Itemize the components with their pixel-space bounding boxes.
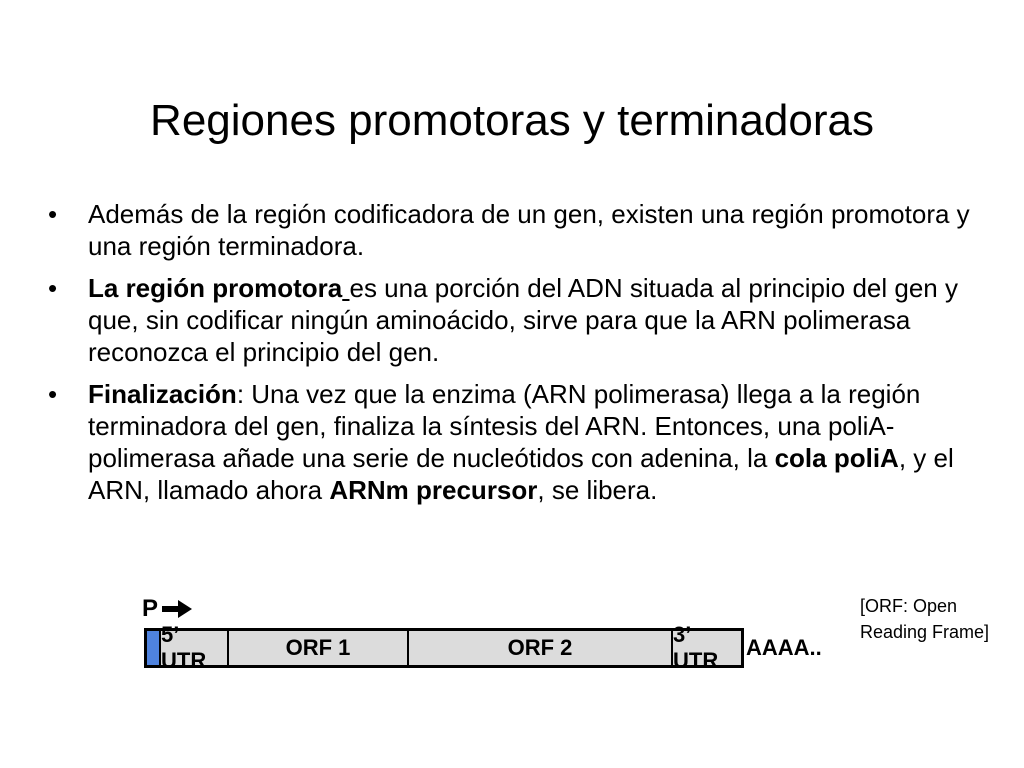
bold-term-arnm-precursor: ARNm precursor [329, 475, 538, 505]
promoter-label: P [142, 595, 159, 622]
bullet-text-b: , y el ARN, llamado ahora [88, 443, 954, 505]
bullet-text-a: : Una vez que la enzima (ARN polimerasa) llega a la región terminadora del gen, finaliza la síntesis del ARN. Entonces, una poliA-polimerasa añade una serie de nucleótidos con adenina, la [88, 379, 921, 473]
segment-orf-2: ORF 2 [409, 631, 673, 665]
bullet-icon: • [48, 199, 58, 229]
orf-note [860, 593, 1020, 645]
bullet-text: Además de la región codificadora de un gen, existen una región promotora y una región terminadora. [88, 199, 970, 261]
bullet-item-1 [48, 198, 978, 262]
bold-term-promotora: La región promotora [88, 273, 343, 303]
orf-note-line-1: [ORF: Open [860, 596, 958, 616]
segment-3-utr: 3’ UTR [673, 622, 719, 673]
bullet-item-3 [48, 378, 978, 506]
bold-term-finalizacion: Finalización [88, 379, 237, 409]
bullet-icon: • [48, 273, 58, 303]
bullet-text-c: , se libera. [537, 475, 658, 505]
bullet-list [48, 198, 978, 516]
gene-bar [144, 622, 744, 673]
right-arrow-icon [162, 598, 192, 620]
bold-term-cola-polia: cola poliA [774, 443, 899, 473]
bullet-icon: • [48, 379, 58, 409]
segment-orf-1: ORF 1 [229, 631, 409, 665]
bullet-item-2 [48, 272, 978, 368]
segment-5-utr: 5’ UTR [161, 631, 229, 665]
slide-title: Regiones promotoras y terminadoras [150, 96, 874, 145]
polya-tail-label: AAAA.. [746, 635, 822, 660]
promoter-segment [147, 631, 161, 665]
orf-note-line-2: Reading Frame] [860, 622, 990, 642]
bullet-text: es una porción del ADN situada al principio del gen y que, sin codificar ningún aminoácido, sirve para que la ARN polimerasa reconozca el principio del gen. [88, 273, 958, 367]
gene-diagram [140, 595, 840, 685]
